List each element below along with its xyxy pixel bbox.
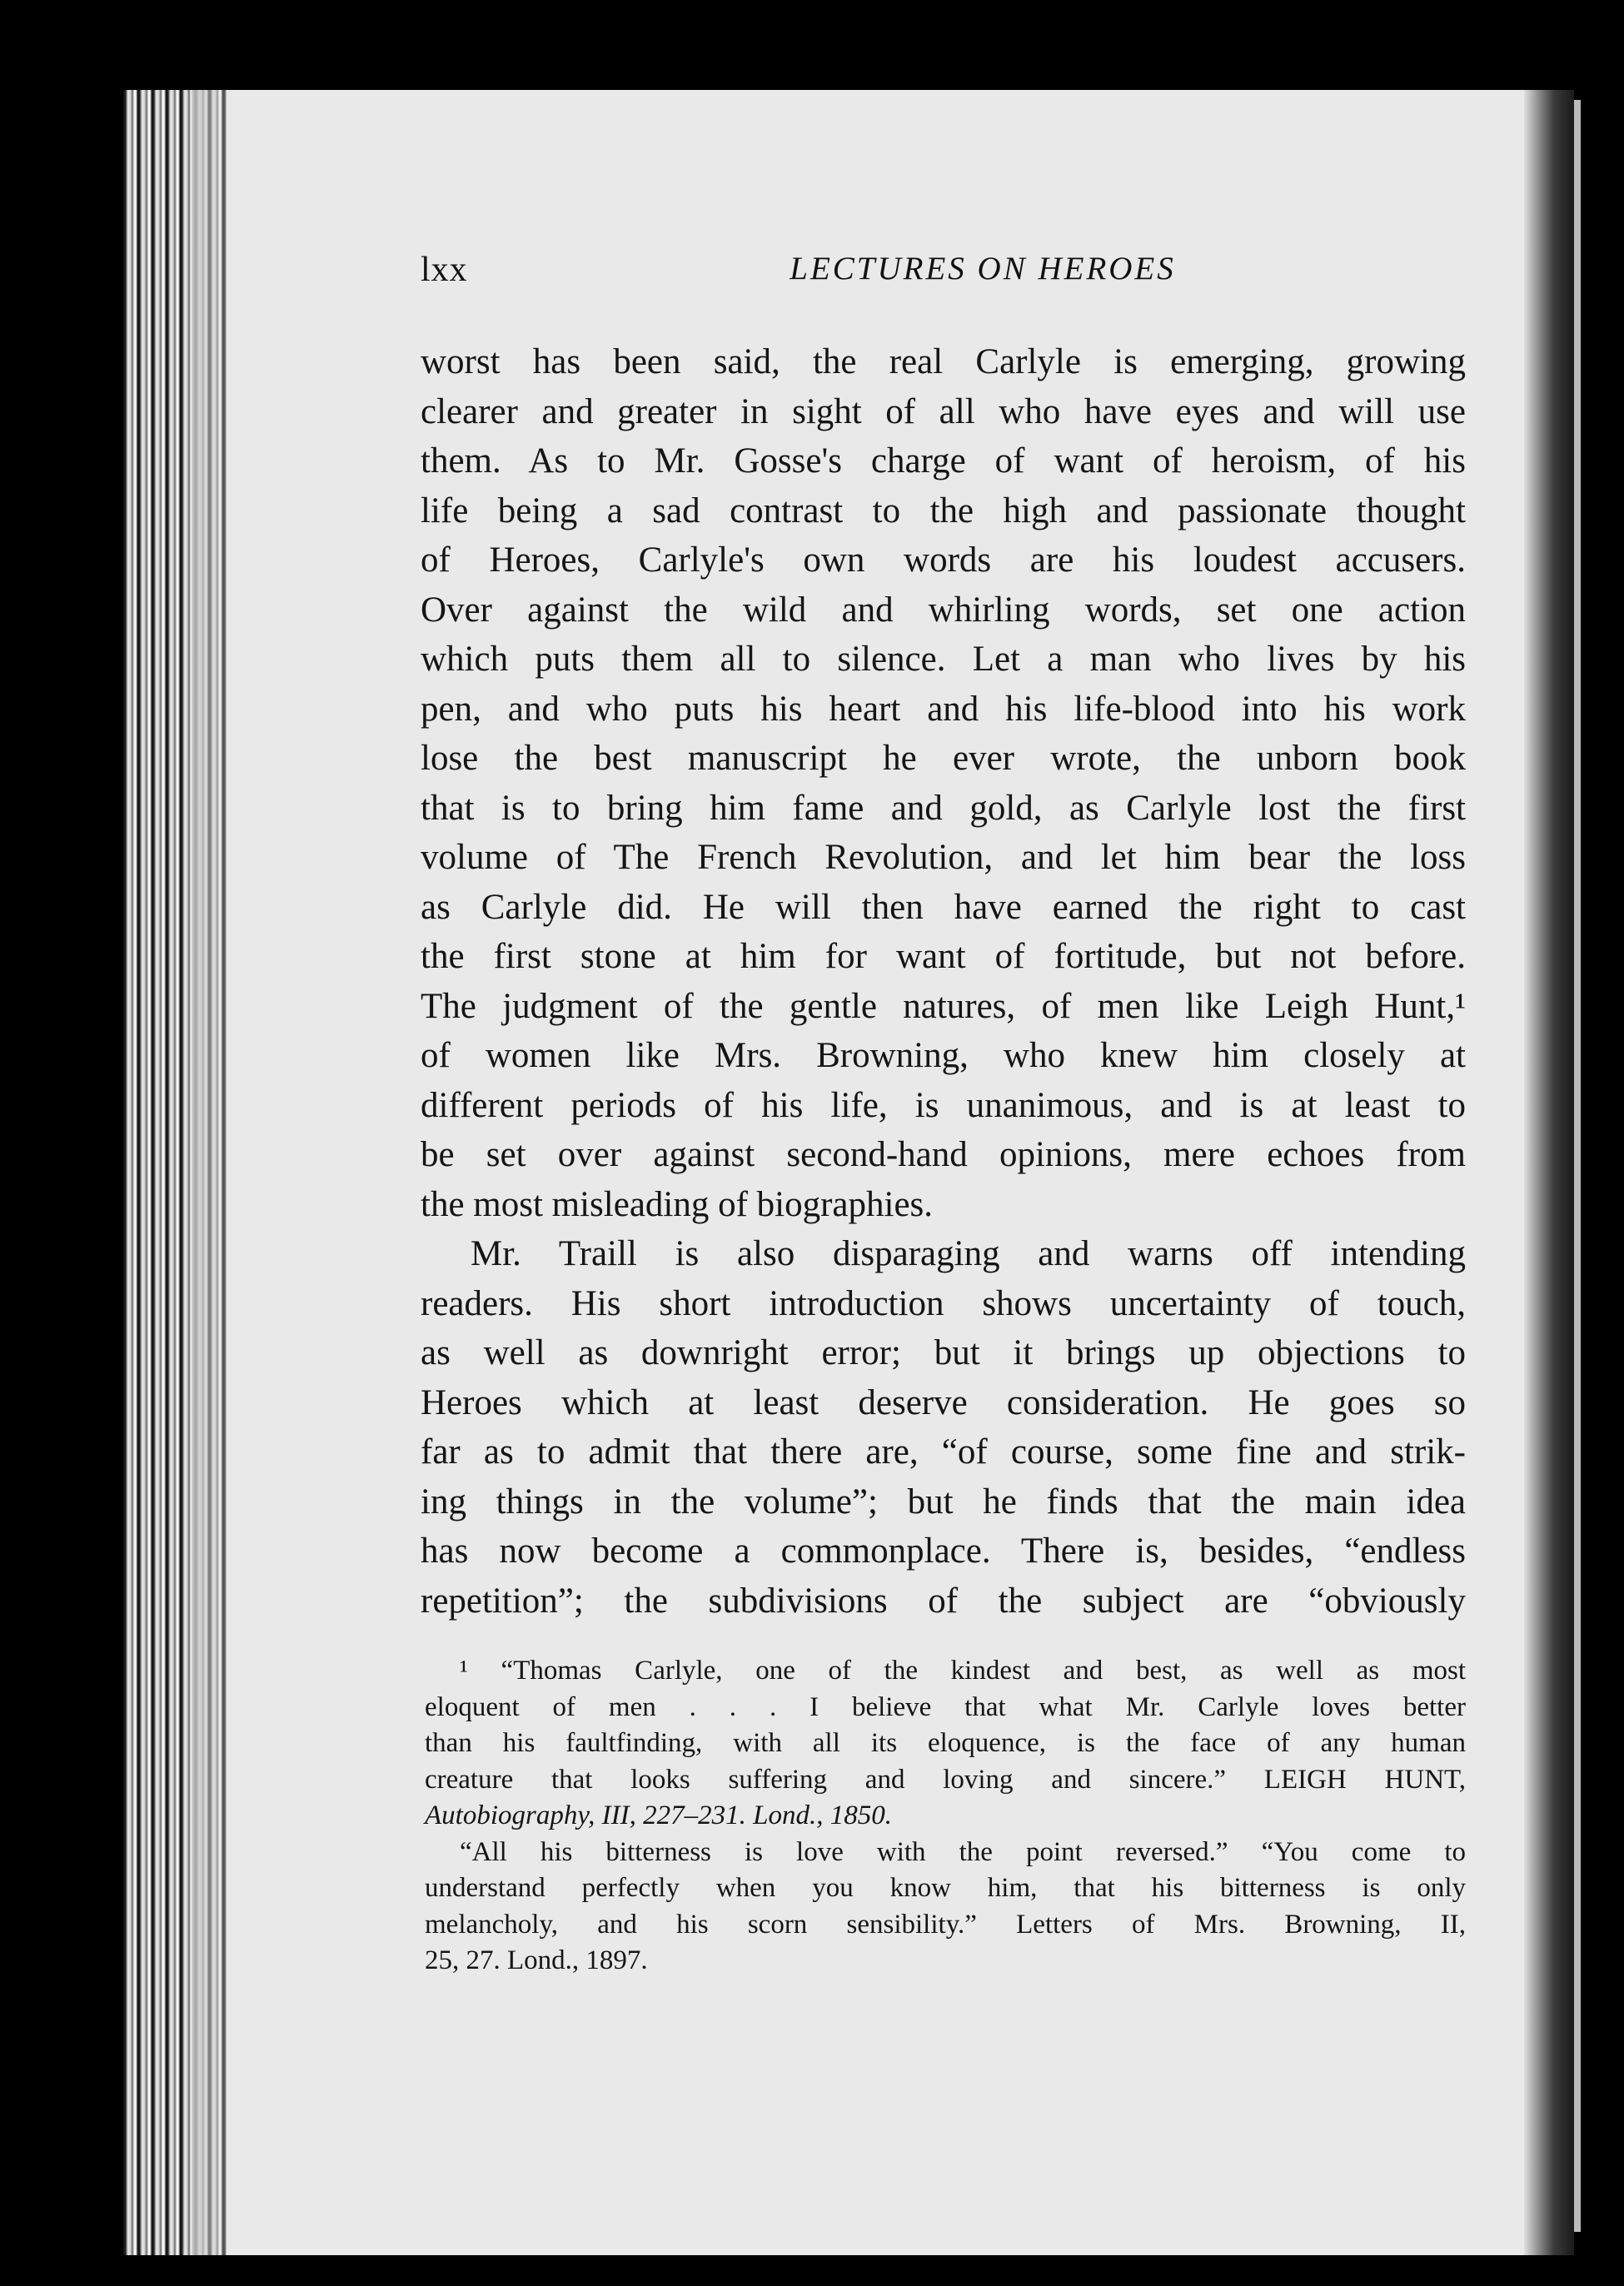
footnote-line: creature that looks suffering and loving and sincere.” LEIGH HUNT,	[425, 1764, 1466, 1795]
text-line: which puts them all to silence. Let a man who lives by his	[421, 640, 1466, 679]
text-line: volume of The French Revolution, and let him bear the loss	[421, 838, 1466, 877]
footnotes	[425, 1653, 1466, 1980]
footnote-line: Autobiography, III, 227–231. Lond., 1850.	[425, 1800, 892, 1830]
text-line: them. As to Mr. Gosse's charge of want of heroism, of his	[421, 441, 1466, 481]
text-line: repetition”; the subdivisions of the subject are “obviously	[421, 1581, 1466, 1621]
footnote-line: melancholy, and his scorn sensibility.” Letters of Mrs. Browning, II,	[425, 1909, 1466, 1940]
page-header	[421, 250, 1470, 300]
text-line: Mr. Traill is also disparaging and warns off intending	[471, 1234, 1466, 1273]
book-edge-right	[1574, 100, 1581, 2232]
text-line: different periods of his life, is unanimous, and is at least to	[421, 1085, 1466, 1125]
text-line: of Heroes, Carlyle's own words are his loudest accusers.	[421, 540, 1466, 580]
text-line: that is to bring him fame and gold, as Carlyle lost the first	[421, 788, 1466, 828]
footnote-line: ¹ “Thomas Carlyle, one of the kindest and best, as well as most	[460, 1656, 1466, 1686]
text-line: Over against the wild and whirling words, set one action	[421, 590, 1466, 630]
text-line: has now become a commonplace. There is, besides, “endless	[421, 1531, 1466, 1571]
book-edge-shadow	[192, 90, 229, 2255]
running-head: LECTURES ON HEROES	[790, 251, 1176, 286]
text-line: as well as downright error; but it brings up objections to	[421, 1333, 1466, 1372]
text-line: far as to admit that there are, “of course, some fine and strik-	[421, 1432, 1466, 1472]
text-line: worst has been said, the real Carlyle is emerging, growing	[421, 342, 1466, 381]
text-line: life being a sad contrast to the high and passionate thought	[421, 491, 1466, 530]
text-line: ing things in the volume”; but he finds that the main idea	[421, 1482, 1466, 1522]
body-text	[421, 337, 1466, 1626]
text-line: as Carlyle did. He will then have earned the right to cast	[421, 887, 1466, 927]
text-line: The judgment of the gentle natures, of men like Leigh Hunt,¹	[421, 986, 1466, 1026]
text-line: clearer and greater in sight of all who have eyes and will use	[421, 391, 1466, 431]
footnote-line: 25, 27. Lond., 1897.	[425, 1945, 648, 1975]
text-line: Heroes which at least deserve consideration. He goes so	[421, 1382, 1466, 1422]
text-line: readers. His short introduction shows uncertainty of touch,	[421, 1283, 1466, 1323]
text-line: pen, and who puts his heart and his life-blood into his work	[421, 689, 1466, 729]
footnote-line: “All his bitterness is love with the point reversed.” “You come to	[460, 1836, 1466, 1867]
text-line: be set over against second-hand opinions, mere echoes from	[421, 1135, 1466, 1174]
book-gutter-right	[1524, 90, 1574, 2255]
footnote-line: understand perfectly when you know him, that his bitterness is only	[425, 1873, 1466, 1903]
text-line: the first stone at him for want of fortitude, but not before.	[421, 937, 1466, 976]
text-line: lose the best manuscript he ever wrote, the unborn book	[421, 739, 1466, 778]
text-line: the most misleading of biographies.	[421, 1184, 934, 1224]
footnote-line: than his faultfinding, with all its eloquence, is the face of any human	[425, 1728, 1466, 1758]
footnote-line: eloquent of men . . . I believe that what Mr. Carlyle loves better	[425, 1691, 1466, 1722]
text-line: of women like Mrs. Browning, who knew him closely at	[421, 1036, 1466, 1075]
page-number: lxx	[421, 251, 468, 289]
